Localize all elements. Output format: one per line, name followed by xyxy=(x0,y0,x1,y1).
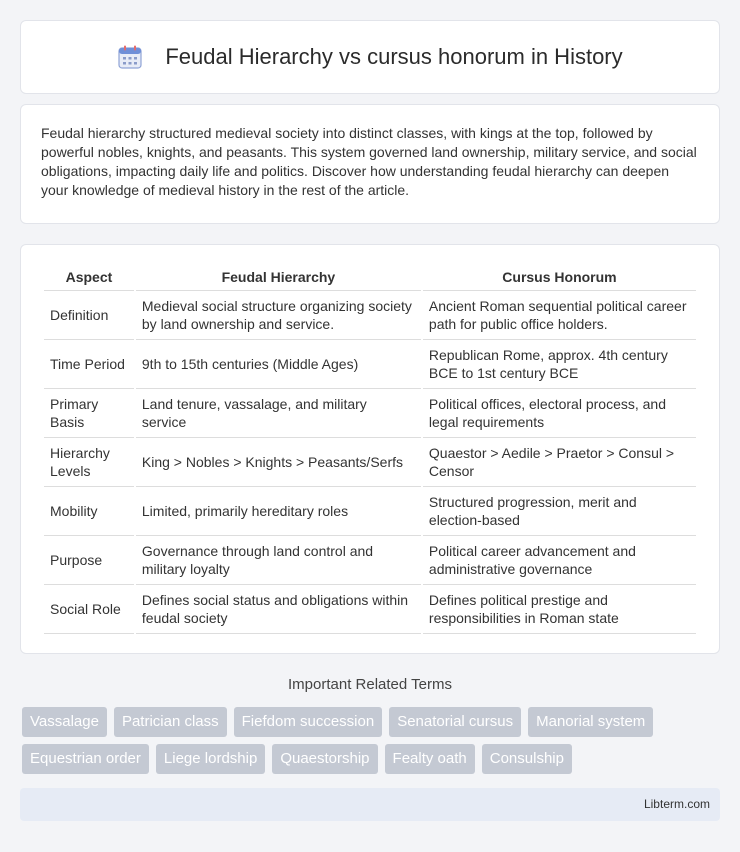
page-title: Feudal Hierarchy vs cursus honorum in History xyxy=(165,44,623,69)
feudal-cell: Medieval social structure organizing society by land ownership and service. xyxy=(136,291,421,340)
aspect-cell: Definition xyxy=(44,291,134,340)
tag-senatorial-cursus[interactable]: Senatorial cursus xyxy=(389,707,521,737)
aspect-cell: Time Period xyxy=(44,340,134,389)
footer-site-link[interactable]: Libterm.com xyxy=(643,797,710,811)
tag-fealty-oath[interactable]: Fealty oath xyxy=(385,744,475,774)
tag-row xyxy=(22,707,722,737)
title-card xyxy=(20,20,720,94)
related-terms-title: Important Related Terms xyxy=(288,676,452,693)
feudal-cell: 9th to 15th centuries (Middle Ages) xyxy=(136,340,421,389)
header-cursus: Cursus Honorum xyxy=(423,267,696,291)
feudal-cell: Land tenure, vassalage, and military service xyxy=(136,389,421,438)
tag-liege-lordship[interactable]: Liege lordship xyxy=(156,744,265,774)
feudal-cell: Governance through land control and military loyalty xyxy=(136,536,421,585)
cursus-cell: Ancient Roman sequential political career path for public office holders. xyxy=(423,291,696,340)
header-feudal: Feudal Hierarchy xyxy=(136,267,421,291)
tag-equestrian-order[interactable]: Equestrian order xyxy=(22,744,149,774)
comparison-table-card xyxy=(20,244,720,654)
tag-consulship[interactable]: Consulship xyxy=(482,744,572,774)
table-row xyxy=(44,536,696,585)
feudal-cell: King > Nobles > Knights > Peasants/Serfs xyxy=(136,438,421,487)
tag-quaestorship[interactable]: Quaestorship xyxy=(272,744,377,774)
intro-card xyxy=(20,104,720,224)
tag-vassalage[interactable]: Vassalage xyxy=(22,707,107,737)
table-row xyxy=(44,585,696,634)
table-row xyxy=(44,438,696,487)
feudal-cell: Limited, primarily hereditary roles xyxy=(136,487,421,536)
tag-row xyxy=(22,744,722,774)
tag-patrician-class[interactable]: Patrician class xyxy=(114,707,227,737)
footer xyxy=(20,788,720,821)
cursus-cell: Defines political prestige and responsibilities in Roman state xyxy=(423,585,696,634)
table-header-row xyxy=(44,267,696,291)
header-aspect: Aspect xyxy=(44,267,134,291)
comparison-table xyxy=(42,267,698,634)
table-row xyxy=(44,340,696,389)
cursus-cell: Republican Rome, approx. 4th century BCE to 1st century BCE xyxy=(423,340,696,389)
aspect-cell: Purpose xyxy=(44,536,134,585)
intro-text: Feudal hierarchy structured medieval society into distinct classes, with kings at the top, followed by powerful nobles, knights, and peasants. This system governed land ownership, military service, and social obligations, impacting daily life and politics. Discover how understanding feudal hierarchy can deepen your knowledge of medieval history in the rest of the article. xyxy=(41,125,697,198)
aspect-cell: Social Role xyxy=(44,585,134,634)
table-row xyxy=(44,291,696,340)
cursus-cell: Political career advancement and administrative governance xyxy=(423,536,696,585)
tag-manorial-system[interactable]: Manorial system xyxy=(528,707,653,737)
cursus-cell: Quaestor > Aedile > Praetor > Consul > Censor xyxy=(423,438,696,487)
feudal-cell: Defines social status and obligations within feudal society xyxy=(136,585,421,634)
aspect-cell: Primary Basis xyxy=(44,389,134,438)
aspect-cell: Hierarchy Levels xyxy=(44,438,134,487)
cursus-cell: Political offices, electoral process, and legal requirements xyxy=(423,389,696,438)
aspect-cell: Mobility xyxy=(44,487,134,536)
calendar-icon xyxy=(117,44,143,70)
table-row xyxy=(44,389,696,438)
tag-fiefdom-succession[interactable]: Fiefdom succession xyxy=(234,707,383,737)
cursus-cell: Structured progression, merit and election-based xyxy=(423,487,696,536)
table-row xyxy=(44,487,696,536)
related-terms-list xyxy=(22,707,722,781)
